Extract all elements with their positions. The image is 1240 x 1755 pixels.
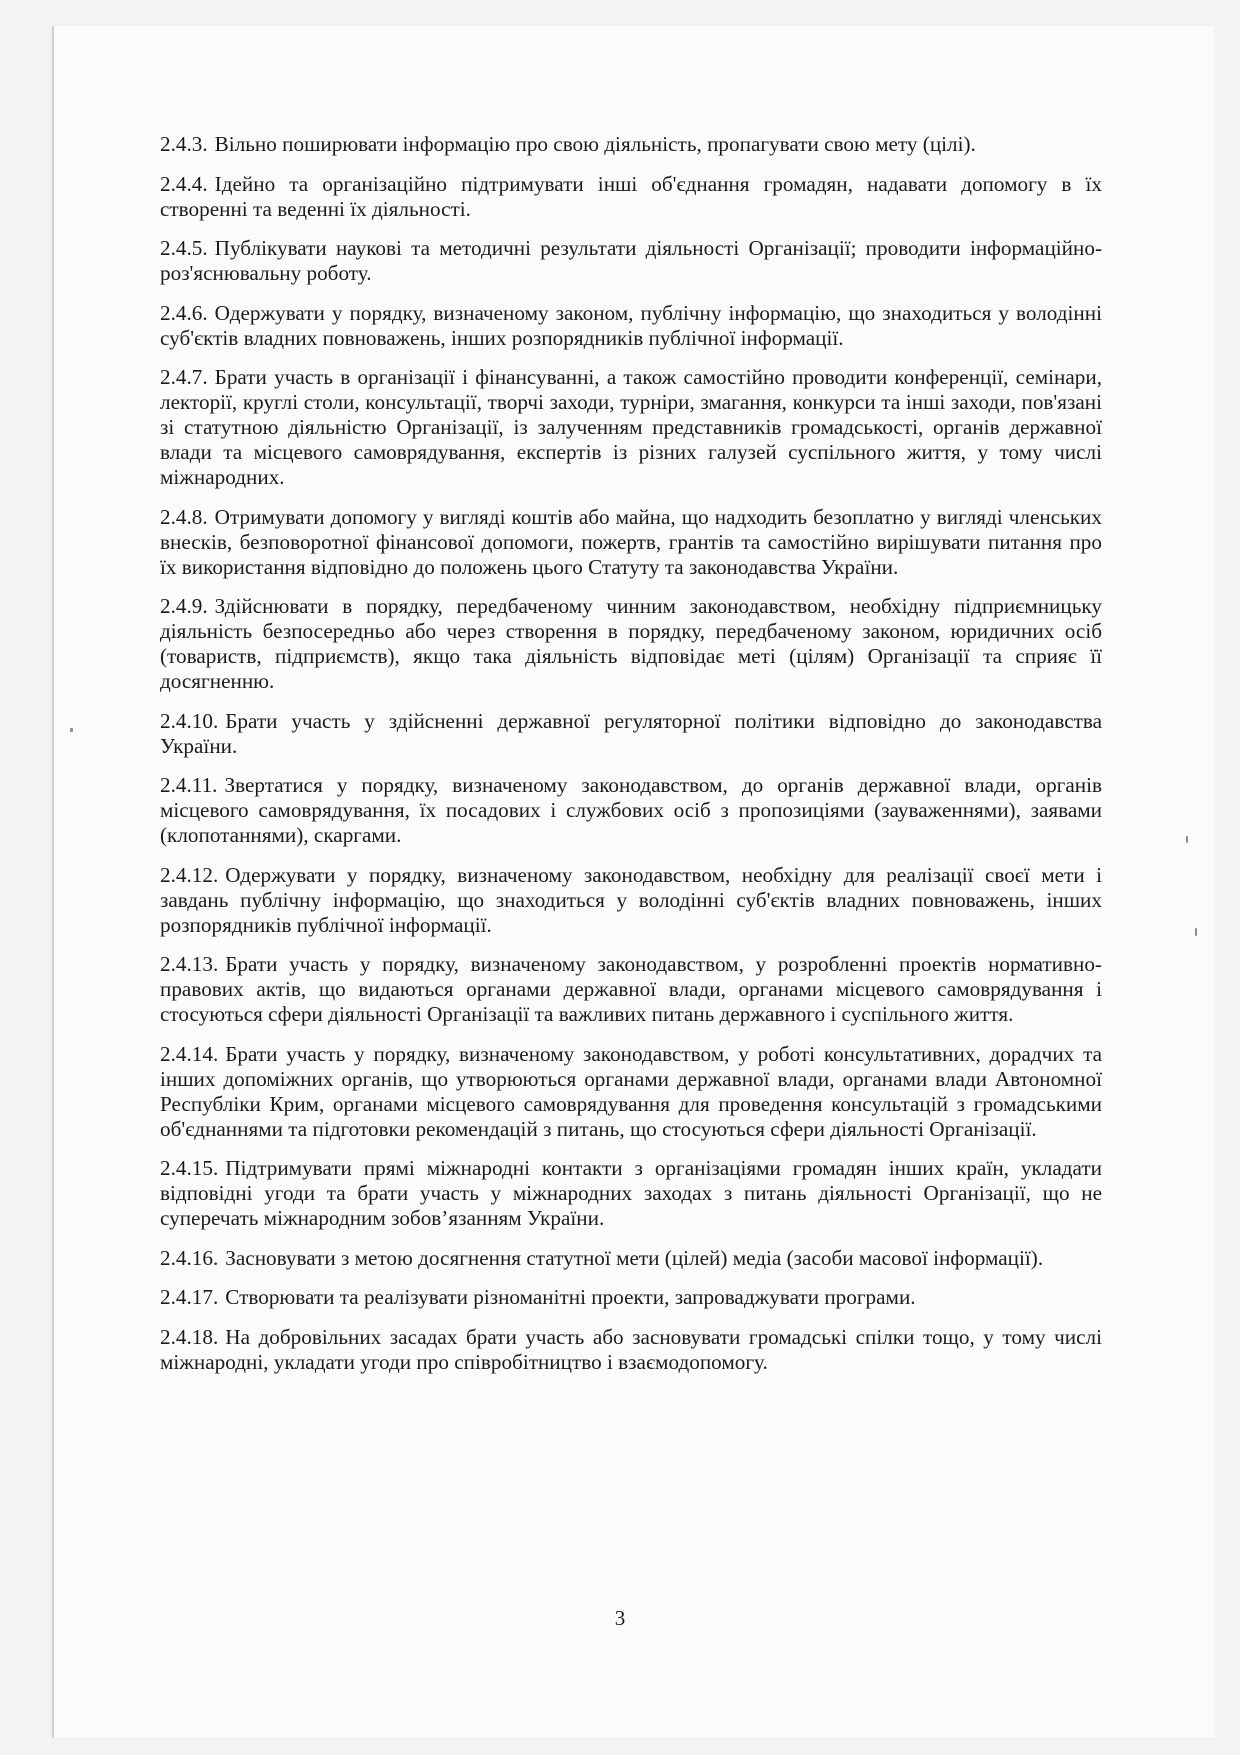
paragraph-number: 2.4.12.: [160, 862, 219, 887]
paragraph-number: 2.4.14.: [160, 1041, 219, 1066]
paragraph-text: Отримувати допомогу у вигляді коштів або майна, що надходить безоплатно у вигляді членських внесків, безповоротної фінансової допомоги, пожертв, грантів та самостійно вирішувати питання про їх використання відповідно до положень цього Статуту та законодавства України.: [160, 504, 1102, 579]
paragraph-number: 2.4.3.: [160, 132, 208, 156]
paragraph-text: Здійснювати в порядку, передбаченому чинним законодавством, необхідну підприємницьку діяльність безпосередньо або через створення в порядку, передбаченому законом, юридичних осіб (товариств, підприємств), якщо така діяльність відповідає меті (цілям) Організації та сприяє її досягненню.: [160, 594, 1102, 693]
paragraph-text: Брати участь у порядку, визначеному законодавством, у розробленні проектів нормативно-правових актів, що видаються органами державної влади, органами місцевого самоврядування і стосуються сфери діяльності Організації та важливих питань державного і суспільного життя.: [160, 952, 1102, 1026]
paragraph-2-4-3: [160, 132, 1102, 157]
paragraph-2-4-7: [160, 365, 1102, 490]
paragraph-text: Вільно поширювати інформацію про свою діяльність, пропагувати свою мету (цілі).: [214, 132, 976, 156]
scan-speck: [70, 728, 73, 732]
paragraph-2-4-9: [160, 594, 1102, 694]
paragraph-text: Засновувати з метою досягнення статутної мети (цілей) медіа (засоби масової інформації).: [225, 1245, 1044, 1270]
paragraph-text: Одержувати у порядку, визначеному законом, публічну інформацію, що знаходиться у володінні суб'єктів владних повноважень, інших розпорядників публічної інформації.: [160, 300, 1102, 350]
paragraph-text: Публікувати наукові та методичні результати діяльності Організації; проводити інформаційно-роз'яснювальну роботу.: [160, 236, 1102, 285]
page-number: 3: [614, 1606, 626, 1630]
paragraph-number: 2.4.10.: [160, 708, 219, 733]
paragraph-2-4-11: [160, 773, 1102, 848]
paragraph-2-4-15: [160, 1156, 1102, 1231]
paragraph-text: Брати участь у порядку, визначеному законодавством, у роботі консультативних, дорадчих та інших допоміжних органів, що утворюються органами державної влади, органами влади Автономної Республіки Крим, органами місцевого самоврядування для проведення консультацій з громадськими об'єднаннями та підготовки рекомендацій з питань, що стосуються сфери діяльності Організації.: [160, 1041, 1102, 1141]
paragraph-text: Одержувати у порядку, визначеному законодавством, необхідну для реалізації своєї мети і завдань публічну інформацію, що знаходиться у володінні суб'єктів владних повноважень, інших розпорядників публічної інформації.: [160, 862, 1102, 937]
paragraph-text: Брати участь в організації і фінансуванні, а також самостійно проводити конференції, семінари, лекторії, круглі столи, консультації, творчі заходи, турніри, змагання, конкурси та інші заходи, пов'язані зі статутною діяльністю Організації, із залученням представників громадськості, органів державної влади та місцевого самоврядування, експертів із різних галузей суспільного життя, у тому числі міжнародних.: [160, 365, 1102, 489]
scan-speck: [1186, 836, 1188, 843]
document-body: [160, 132, 1102, 1389]
paragraph-2-4-10: [160, 709, 1102, 759]
paragraph-2-4-17: [160, 1285, 1102, 1310]
paragraph-number: 2.4.16.: [160, 1245, 219, 1270]
paragraph-2-4-6: [160, 301, 1102, 351]
paragraph-number: 2.4.18.: [160, 1324, 219, 1349]
paragraph-number: 2.4.11.: [160, 773, 218, 797]
paragraph-2-4-18: [160, 1325, 1102, 1375]
paragraph-text: Ідейно та організаційно підтримувати інші об'єднання громадян, надавати допомогу в їх створенні та веденні їх діяльності.: [160, 171, 1102, 221]
paragraph-number: 2.4.13.: [160, 952, 219, 976]
scan-speck: [1195, 928, 1197, 936]
paragraph-2-4-12: [160, 863, 1102, 938]
paragraph-number: 2.4.17.: [160, 1285, 219, 1309]
paragraph-text: Створювати та реалізувати різноманітні проекти, запроваджувати програми.: [225, 1285, 916, 1309]
paragraph-number: 2.4.5.: [160, 236, 208, 260]
paragraph-number: 2.4.7.: [160, 365, 208, 389]
paragraph-number: 2.4.15.: [160, 1156, 219, 1180]
paragraph-text: Брати участь у здійсненні державної регуляторної політики відповідно до законодавства України.: [160, 708, 1102, 758]
paragraph-text: На добровільних засадах брати участь або засновувати громадські спілки тощо, у тому числі міжнародні, укладати угоди про співробітництво і взаємодопомогу.: [160, 1324, 1102, 1374]
paragraph-text: Звертатися у порядку, визначеному законодавством, до органів державної влади, органів місцевого самоврядування, їх посадових і службових осіб з пропозиціями (зауваженнями), заявами (клопотаннями), скаргами.: [160, 773, 1102, 847]
paragraph-number: 2.4.6.: [160, 300, 208, 325]
paragraph-2-4-4: [160, 172, 1102, 222]
paragraph-2-4-8: [160, 505, 1102, 580]
paragraph-2-4-13: [160, 952, 1102, 1027]
paragraph-number: 2.4.4.: [160, 171, 208, 196]
paragraph-2-4-14: [160, 1042, 1102, 1142]
paragraph-number: 2.4.9.: [160, 594, 208, 618]
paragraph-2-4-16: [160, 1246, 1102, 1271]
paragraph-text: Підтримувати прямі міжнародні контакти з організаціями громадян інших країн, укладати відповідні угоди та брати участь у міжнародних заходах з питань діяльності Організації, що не суперечать міжнародним зобов’язанням України.: [160, 1156, 1102, 1230]
paragraph-2-4-5: [160, 236, 1102, 286]
paragraph-number: 2.4.8.: [160, 504, 208, 529]
